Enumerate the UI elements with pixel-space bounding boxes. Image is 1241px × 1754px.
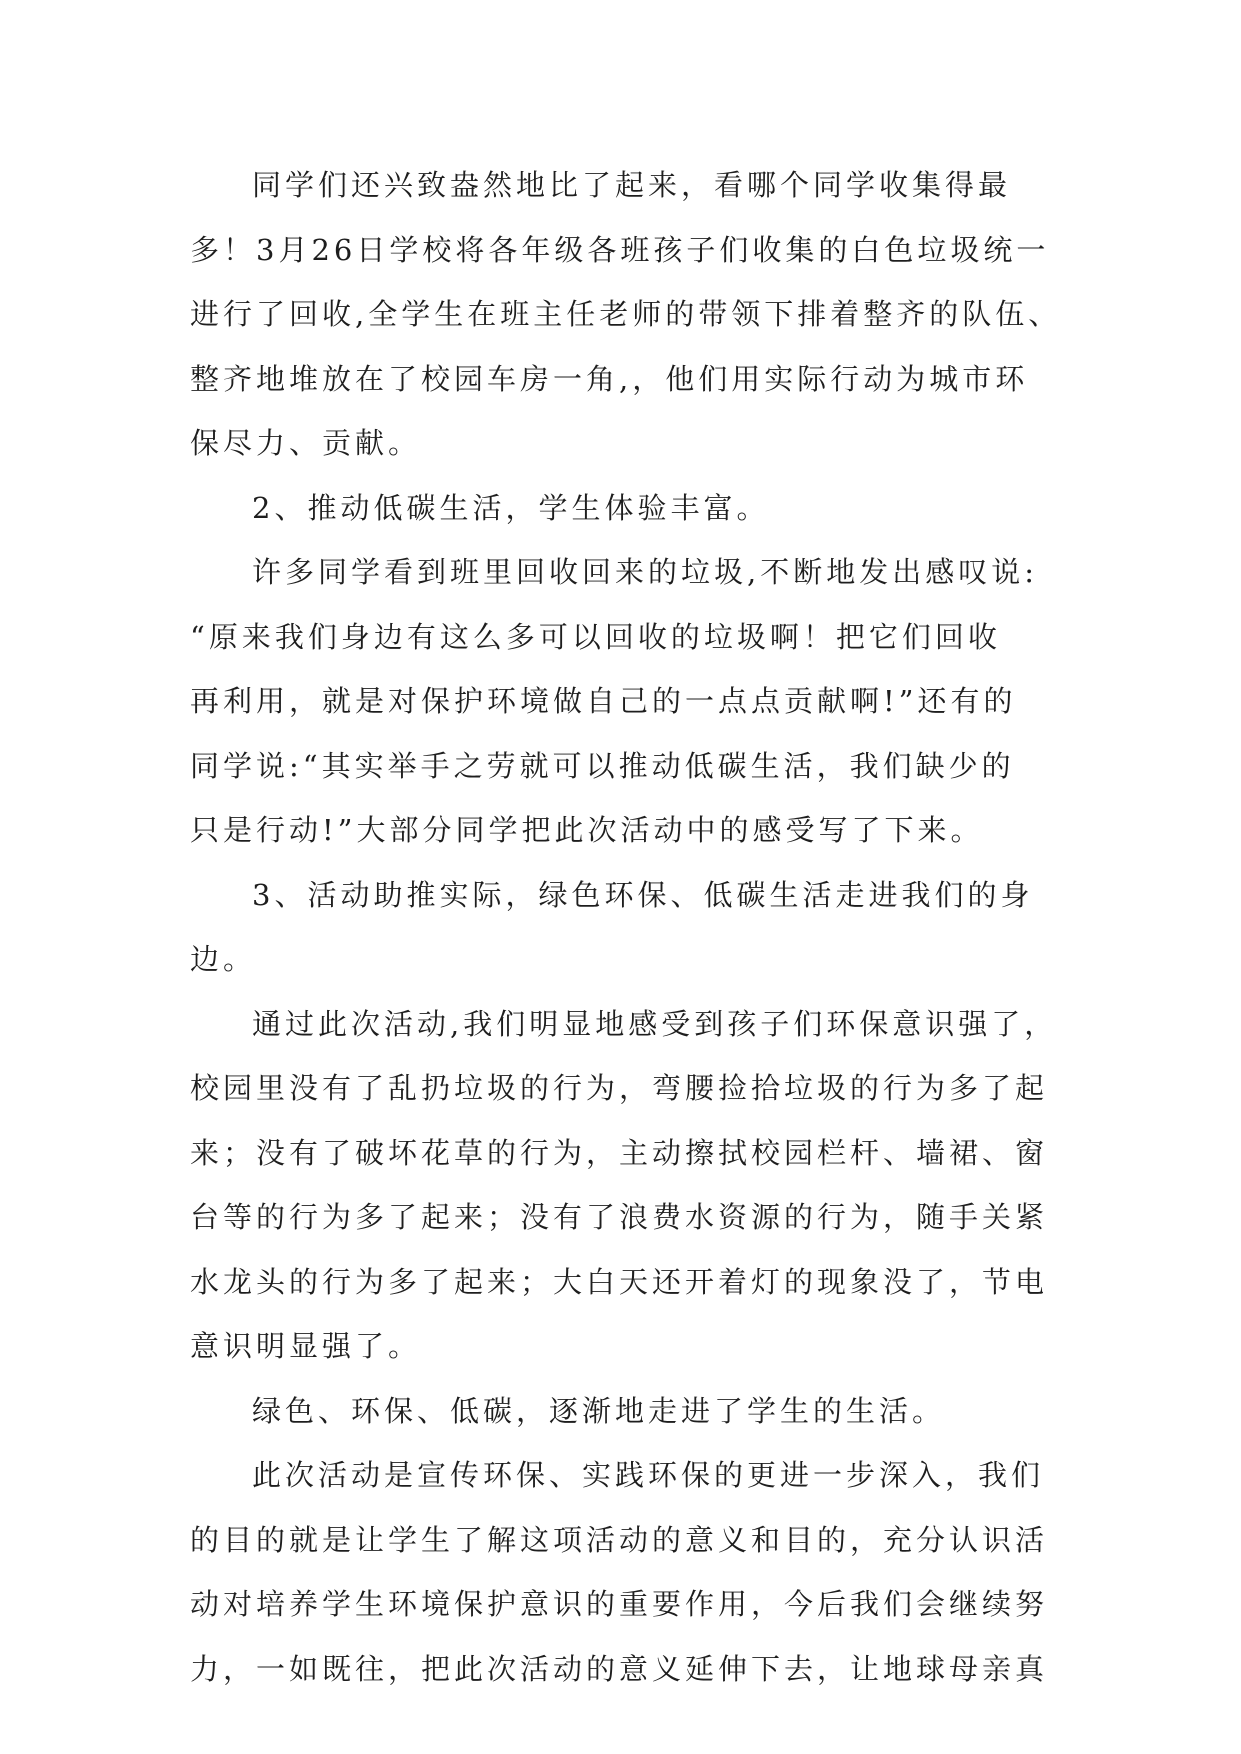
text-line: 保尽力、贡献。 bbox=[190, 426, 422, 460]
text-line: 许多同学看到班里回收回来的垃圾,不断地发出感叹说: bbox=[252, 555, 1038, 589]
text-line: 来；没有了破坏花草的行为，主动擦拭校园栏杆、墙裙、窗 bbox=[190, 1136, 1049, 1170]
section-heading: 3、活动助推实际，绿色环保、低碳生活走进我们的身 bbox=[252, 878, 1034, 912]
text-line: 绿色、环保、低碳，逐渐地走进了学生的生活。 bbox=[252, 1394, 946, 1428]
text-line: 力，一如既往，把此次活动的意义延伸下去，让地球母亲真 bbox=[190, 1652, 1049, 1686]
text-line: 通过此次活动,我们明显地感受到孩子们环保意识强了， bbox=[252, 1007, 1058, 1041]
text-line: 动对培养学生环境保护意识的重要作用，今后我们会继续努 bbox=[190, 1587, 1049, 1621]
text-line: “原来我们身边有这么多可以回收的垃圾啊！把它们回收 bbox=[190, 620, 1001, 654]
text-line: 校园里没有了乱扔垃圾的行为，弯腰捡拾垃圾的行为多了起 bbox=[190, 1071, 1049, 1105]
text-line: 多！3月26日学校将各年级各班孩子们收集的白色垃圾统一 bbox=[190, 233, 1050, 267]
text-line: 同学说:“其实举手之劳就可以推动低碳生活，我们缺少的 bbox=[190, 749, 1015, 783]
text-line: 水龙头的行为多了起来；大白天还开着灯的现象没了，节电 bbox=[190, 1265, 1049, 1299]
text-line: 同学们还兴致盎然地比了起来，看哪个同学收集得最 bbox=[252, 168, 1012, 202]
text-line: 此次活动是宣传环保、实践环保的更进一步深入，我们 bbox=[252, 1458, 1045, 1492]
section-heading: 2、推动低碳生活，学生体验丰富。 bbox=[252, 491, 770, 525]
text-line: 整齐地堆放在了校园车房一角,，他们用实际行动为城市环 bbox=[190, 362, 1029, 396]
text-line: 意识明显强了。 bbox=[190, 1329, 422, 1363]
text-line: 台等的行为多了起来；没有了浪费水资源的行为，随手关紧 bbox=[190, 1200, 1049, 1234]
text-line: 边。 bbox=[190, 942, 257, 976]
text-line: 再利用，就是对保护环境做自己的一点点贡献啊!”还有的 bbox=[190, 684, 1017, 718]
text-line: 进行了回收,全学生在班主任老师的带领下排着整齐的队伍、 bbox=[190, 297, 1062, 331]
text-line: 只是行动!”大部分同学把此次活动中的感受写了下来。 bbox=[190, 813, 984, 847]
text-line: 的目的就是让学生了解这项活动的意义和目的，充分认识活 bbox=[190, 1523, 1049, 1557]
